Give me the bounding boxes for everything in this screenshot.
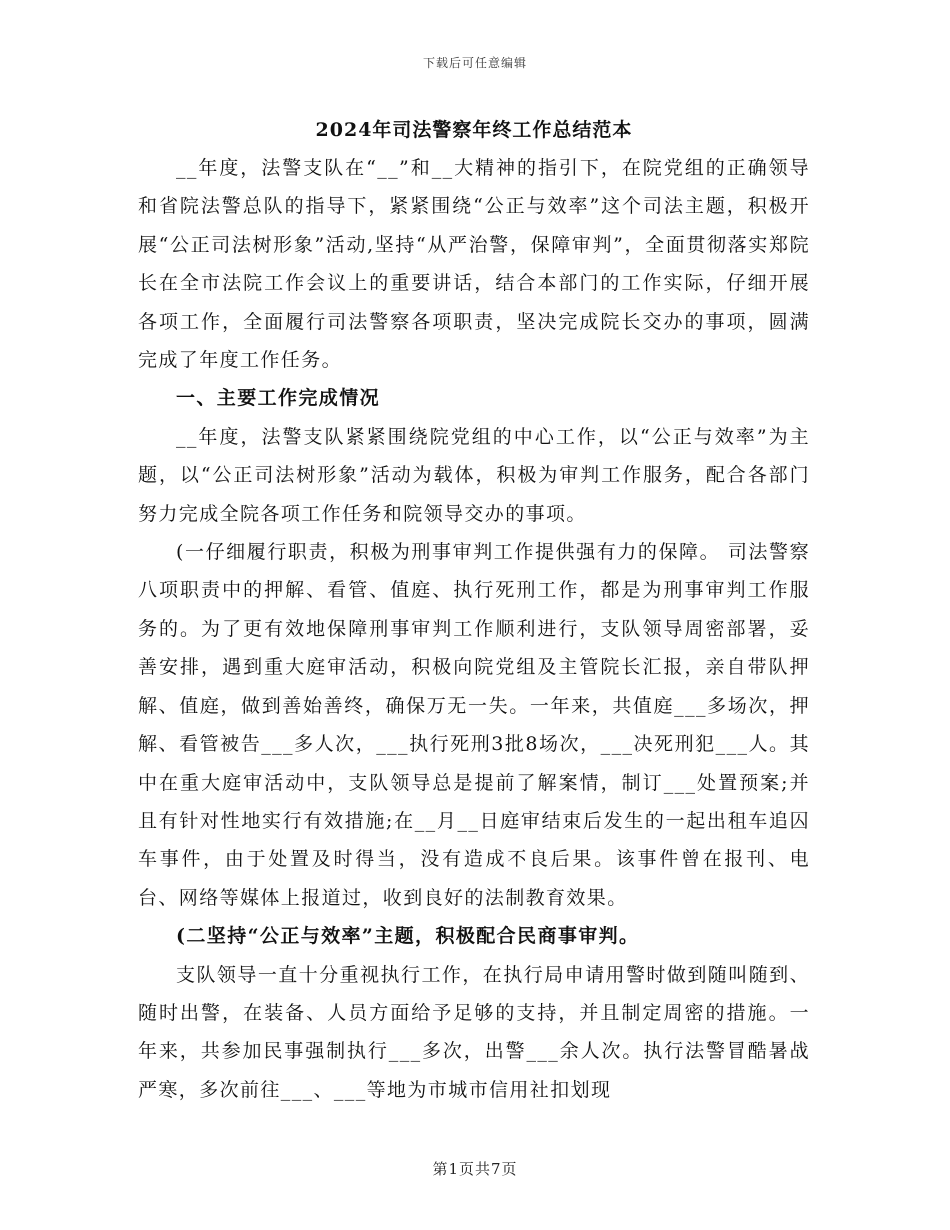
section-1-paragraph: __年度，法警支队紧紧围绕院党组的中心工作，以“公正与效率”为主题，以“公正司法树形象”活动为载体，积极为审判工作服务，配合各部门努力完成全院各项工作任务和院领导交办的事项。: [138, 425, 810, 525]
intro-paragraph: __年度，法警支队在“__”和__大精神的指引下，在院党组的正确领导和省院法警总队的指导下，紧紧围绕“公正与效率”这个司法主题，积极开展“公正司法树形象”活动,坚持“从严治警，保障审判”，全面贯彻落实郑院长在全市法院工作会议上的重要讲话，结合本部门的工作实际，仔细开展各项工作，全面履行司法警察各项职责，坚决完成院长交办的事项，圆满完成了年度工作任务。: [138, 157, 810, 372]
subsection-heading-2: (二坚持“公正与效率”主题，积极配合民商事审判。: [176, 925, 640, 948]
subsection-1-paragraph: (一仔细履行职责，积极为刑事审判工作提供强有力的保障。 司法警察八项职责中的押解、看管、值庭、执行死刑工作，都是为刑事审判工作服务的。为了更有效地保障刑事审判工作顺利进行，支队领导周密部署，妥善安排，遇到重大庭审活动，积极向院党组及主管院长汇报，亲自带队押解、值庭，做到善始善终，确保万无一失。一年来，共值庭___多场次，押解、看管被告___多人次，___执行死刑3批8场次，___决死刑犯___人。其中在重大庭审活动中，支队领导总是提前了解案情，制订___处置预案;并且有针对性地实行有效措施;在__月__日庭审结束后发生的一起出租车追囚车事件，由于处置及时得当，没有造成不良后果。该事件曾在报刊、电台、网络等媒体上报道过，收到良好的法制教育效果。: [138, 541, 810, 909]
document-body: [138, 111, 810, 1109]
subsection-2-paragraph: 支队领导一直十分重视执行工作，在执行局申请用警时做到随叫随到、随时出警，在装备、人员方面给予足够的支持，并且制定周密的措施。一年来，共参加民事强制执行___多次，出警___余人次。执行法警冒酷暑战严寒，多次前往___、___等地为市城市信用社扣划现: [138, 963, 810, 1101]
header-note: 下载后可任意编辑: [422, 56, 527, 70]
page-number: 第1页共7页: [432, 1160, 518, 1178]
section-heading-1: 一、主要工作完成情况: [176, 387, 381, 410]
document-title: 2024年司法警察年终工作总结范本: [315, 119, 633, 141]
